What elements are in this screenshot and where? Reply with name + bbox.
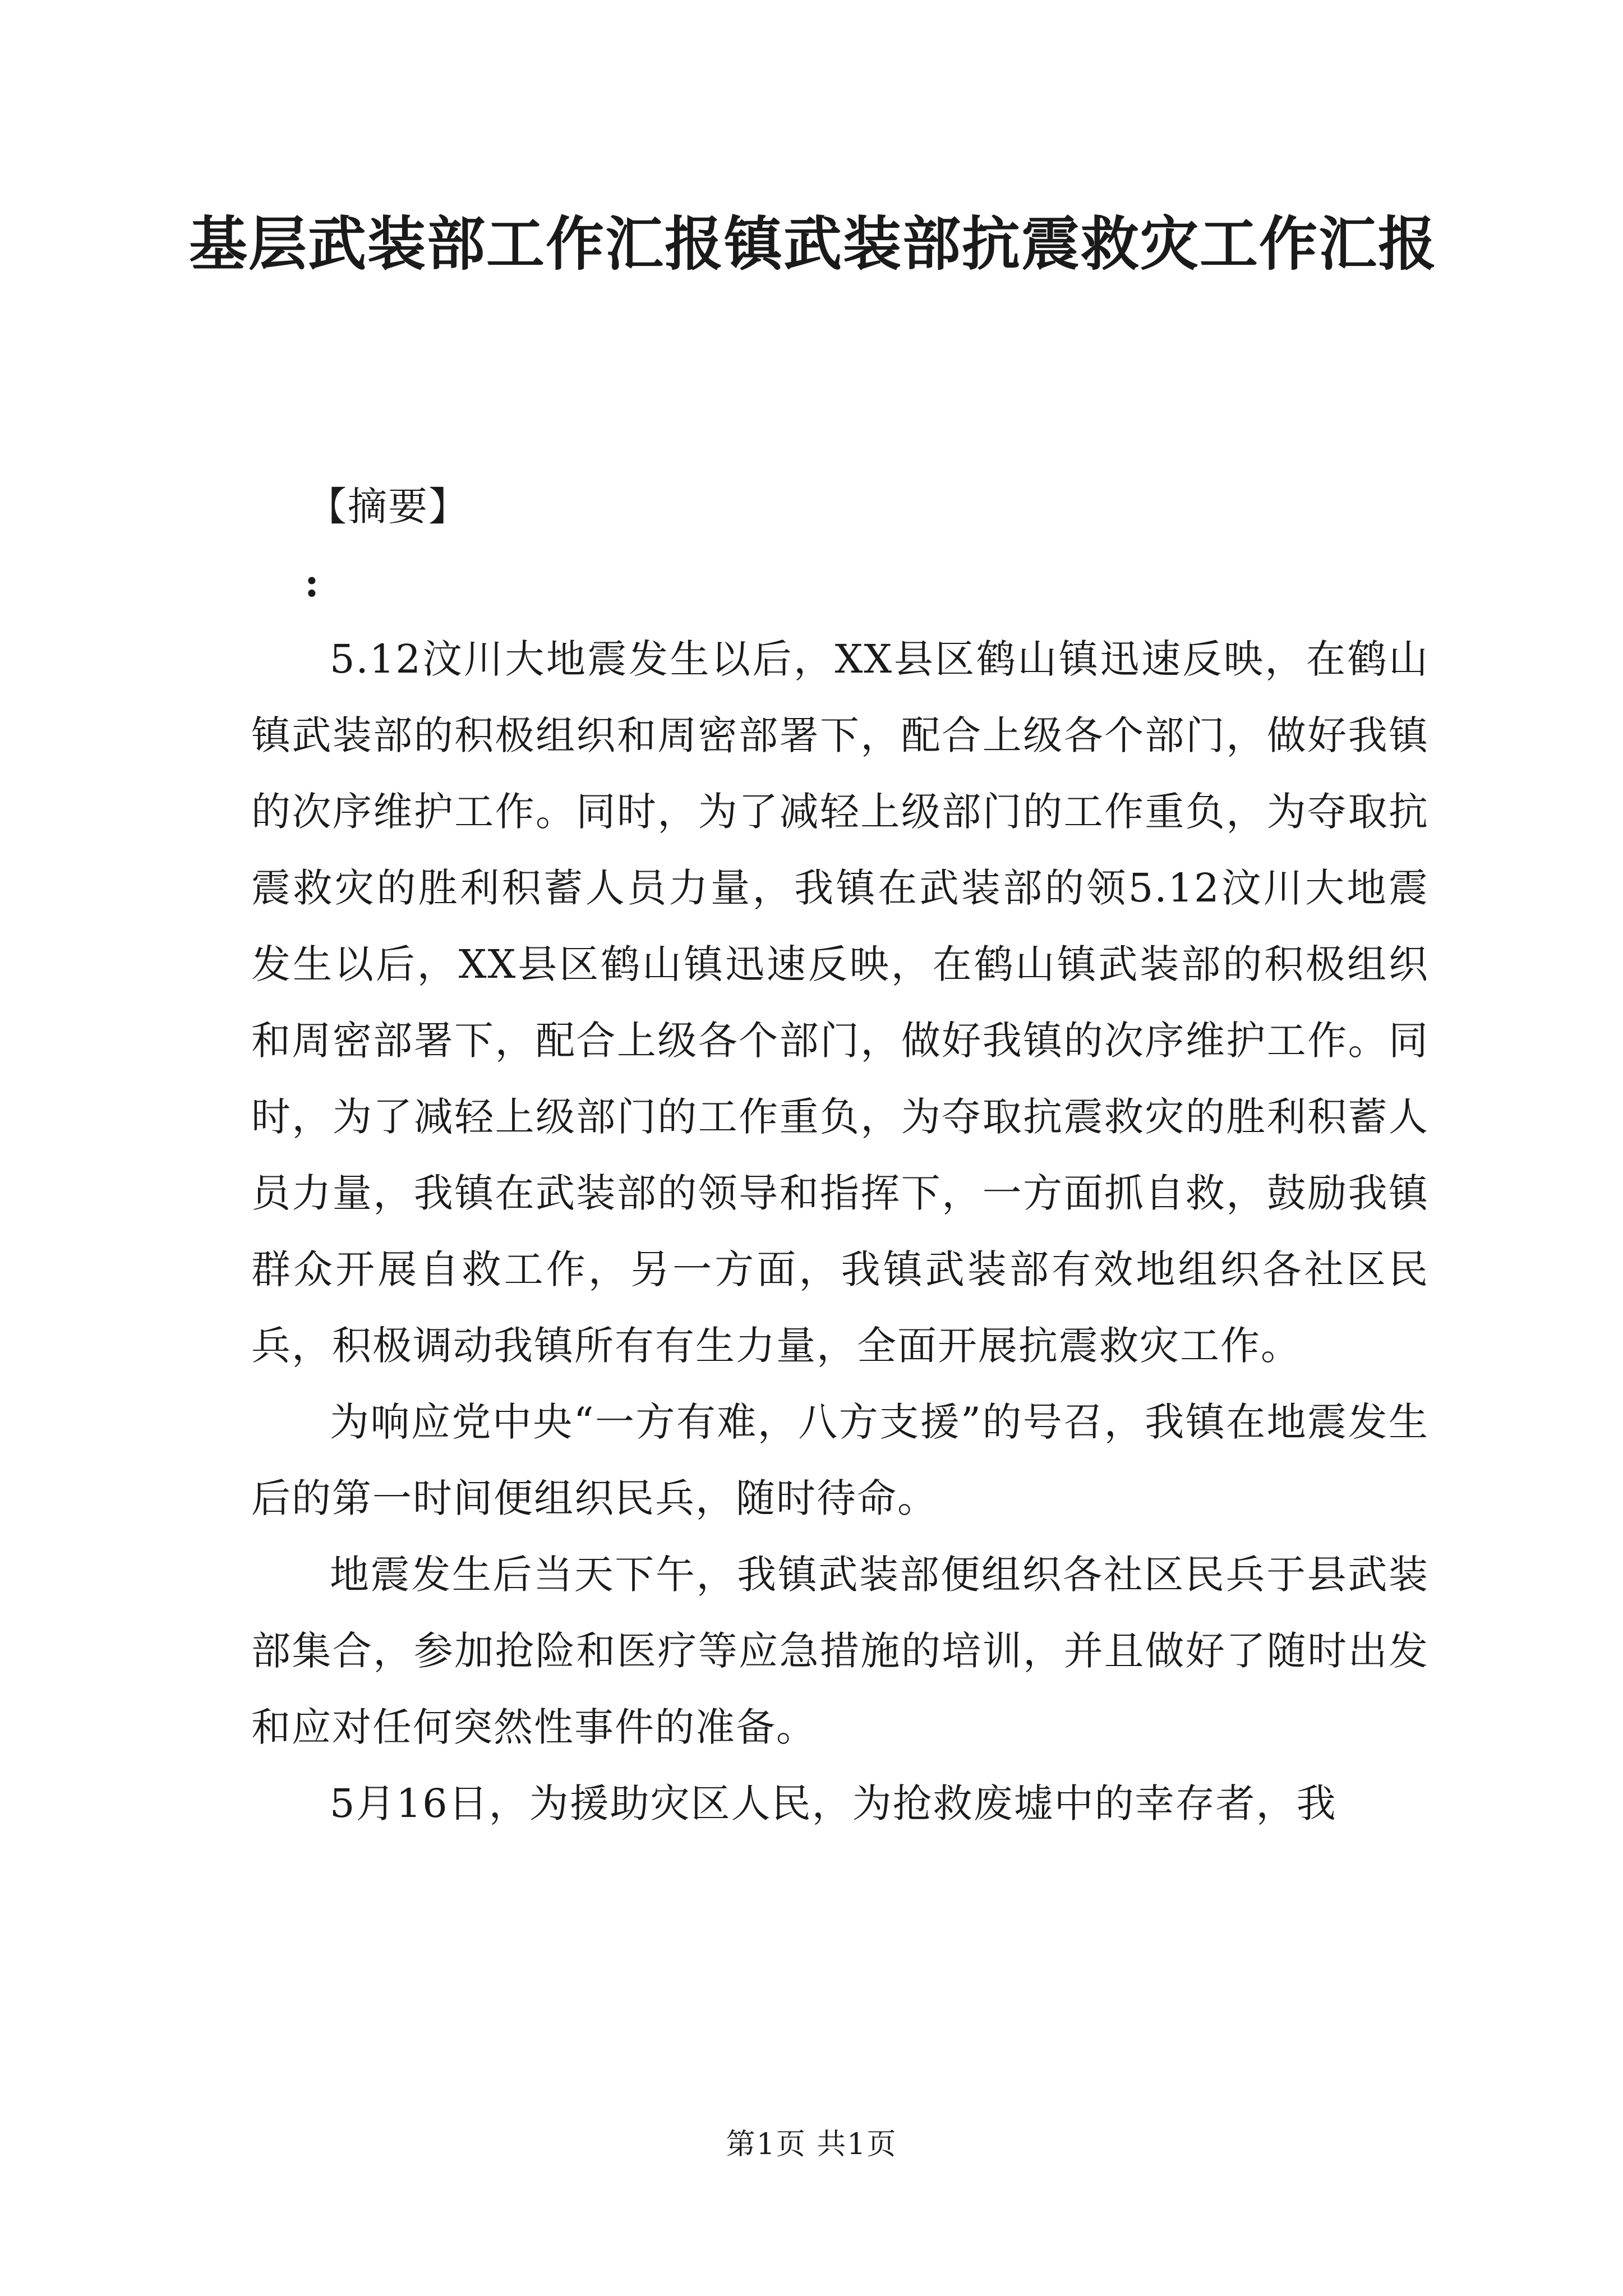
- body-paragraph-4: 5月16日，为援助灾区人民，为抢救废墟中的幸存者，我: [330, 1780, 1337, 1826]
- abstract-colon: :: [305, 559, 320, 606]
- page-number-footer: 第1页 共1页: [726, 2128, 897, 2161]
- body-paragraph-2: 为响应党中央“一方有难，八方支援”的号召，我镇在地震发生后的第一时间便组织民兵，随时待命。: [251, 1399, 1429, 1521]
- body-paragraph-3: 地震发生后当天下午，我镇武装部便组织各社区民兵于县武装部集合，参加抢险和医疗等应急措施的培训，并且做好了随时出发和应对任何突然性事件的准备。: [251, 1552, 1429, 1750]
- abstract-label: 【摘要】: [307, 484, 469, 530]
- body-paragraph-1: 5.12汶川大地震发生以后，XX县区鹤山镇迅速反映，在鹤山镇武装部的积极组织和周密部署下，配合上级各个部门，做好我镇的次序维护工作。同时，为了减轻上级部门的工作重负，为夺取抗震救灾的胜利积蓄人员力量，我镇在武装部的领5.12汶川大地震发生以后，XX县区鹤山镇迅速反映，在鹤山镇武装部的积极组织和周密部署下，配合上级各个部门，做好我镇的次序维护工作。同时，为了减轻上级部门的工作重负，为夺取抗震救灾的胜利积蓄人员力量，我镇在武装部的领导和指挥下，一方面抓自救，鼓励我镇群众开展自救工作，另一方面，我镇武装部有效地组织各社区民兵，积极调动我镇所有有生力量，全面开展抗震救灾工作。: [251, 636, 1429, 1369]
- document-title: 基层武装部工作汇报镇武装部抗震救灾工作汇报: [188, 209, 1437, 278]
- document-body: [251, 468, 1429, 1842]
